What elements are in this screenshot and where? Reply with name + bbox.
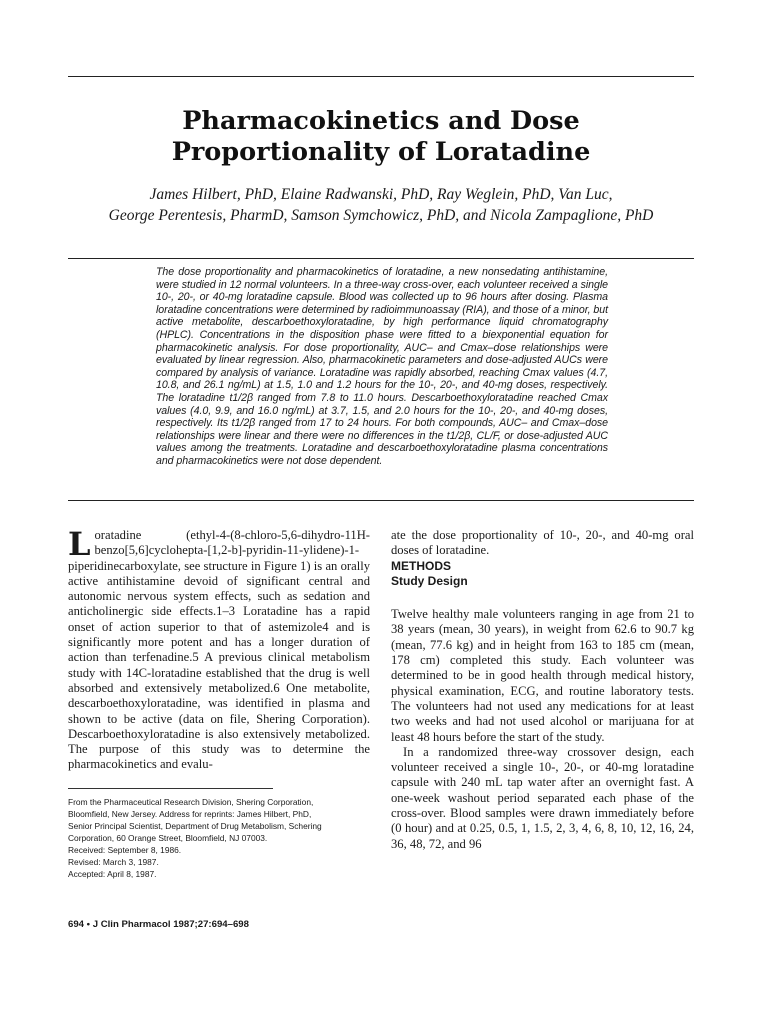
footnote-affiliation-3: Senior Principal Scientist, Department of Drug Metabolism, Schering: [68, 821, 322, 831]
footnote-revised: Revised: March 3, 1987.: [68, 857, 159, 867]
footnote-affiliation-2: Bloomfield, New Jersey. Address for reprints: James Hilbert, PhD,: [68, 809, 312, 819]
author-list: [68, 184, 694, 226]
abstract-bottom-rule: [68, 500, 694, 501]
abstract-top-rule: [68, 258, 694, 259]
footnote-received: Received: September 8, 1986.: [68, 845, 182, 855]
footnote-rule: [68, 788, 273, 789]
study-paragraph-1: Twelve healthy male volunteers ranging in age from 21 to 38 years (mean, 30 years), in weight from 62.6 to 90.7 kg (mean, 77.6 kg) and in height from 163 to 185 cm (mean, 178 cm) completed this study. Each volunteer was determined to be in good health through medical history, physical examination, ECG, and routine laboratory tests. The volunteers had not used any medications for at least two weeks and had not used alcohol or marijuana for at least 48 hours before the start of the study.: [391, 607, 694, 744]
abstract: The dose proportionality and pharmacokinetics of loratadine, a new nonsedating antihistamine, were studied in 12 normal volunteers. In a three-way cross-over, each volunteer received a single 10-, 20-, or 40-mg loratadine capsule. Blood was collected up to 96 hours after dosing. Plasma loratadine concentrations were determined by radioimmunoassay (RIA), and those of a minor, but active metabolite, descarboethoxyloratadine, by high performance liquid chromatography (HPLC). Concentrations in the disposition phase were fitted to a biexponential equation for pharmacokinetic analysis. For dose proportionality, AUC– and Cmax–dose relationships were evaluated by linear regression. Also, pharmacokinetic parameters and dose-adjusted AUCs were compared by analysis of variance. Loratadine was rapidly absorbed, reaching Cmax values (4.7, 10.8, and 26.1 ng/mL) at 1.5, 1.0 and 1.2 hours for the 10-, 20-, and 40-mg doses, respectively. The loratadine t1/2β ranged from 7.8 to 11.0 hours. Descarboethoxyloratadine reached Cmax values (4.0, 9.9, and 16.0 ng/mL) at 3.7, 1.5, and 2.0 hours for the 10-, 20-, and 40-mg doses, respectively. Its t1/2β ranged from 17 to 24 hours. For both compounds, AUC– and Cmax–dose relationships were linear and there were no differences in the t1/2β, CL/F, or dose-adjusted AUC values among the treatments. Loratadine and descarboethoxyloratadine plasma concentrations and pharmacokinetics were not dose dependent.: [156, 266, 608, 467]
authors-line-2: George Perentesis, PharmD, Samson Symchowicz, PhD, and Nicola Zampaglione, PhD: [108, 207, 654, 224]
top-rule: [68, 76, 694, 77]
right-column: [391, 528, 694, 852]
article-title: [68, 106, 694, 168]
footnote-affiliation-4: Corporation, 60 Orange Street, Bloomfield, NJ 07003.: [68, 833, 268, 843]
title-line-1: Pharmacokinetics and Dose: [182, 106, 580, 136]
intro-continuation: ate the dose proportionality of 10-, 20-, and 40-mg oral doses of loratadine.: [391, 528, 694, 558]
methods-heading: METHODS: [391, 558, 451, 573]
page-footer: 694 • J Clin Pharmacol 1987;27:694–698: [68, 919, 249, 930]
drop-cap: L: [68, 525, 91, 563]
footnotes: [68, 796, 370, 880]
left-column: [68, 525, 370, 773]
authors-line-1: James Hilbert, PhD, Elaine Radwanski, PhD, Ray Weglein, PhD, Van Luc,: [149, 186, 613, 203]
footnote-accepted: Accepted: April 8, 1987.: [68, 869, 157, 879]
study-paragraph-2: In a randomized three-way crossover design, each volunteer received a single 10-, 20-, or 40-mg loratadine capsule with 240 mL tap water after an overnight fast. A one-week washout period separated each phase of the cross-over. Blood samples were drawn immediately before (0 hour) and at 0.25, 0.5, 1, 1.5, 2, 3, 4, 6, 8, 10, 12, 16, 24, 36, 48, 72, and 96: [391, 744, 694, 851]
title-line-2: Proportionality of Loratadine: [171, 137, 591, 167]
footnote-affiliation-1: From the Pharmaceutical Research Division, Shering Corporation,: [68, 797, 314, 807]
intro-text: oratadine (ethyl-4-(8-chloro-5,6-dihydro-11H-benzo[5,6]cyclohepta-[1,2-b]-pyridin-11-ylidene)-1-piperidinecarboxylate, see structure in Figure 1) is an orally active antihistamine devoid of significant central and autonomic nervous system effects, such as sedation and anticholinergic side effects.1–3 Loratadine has a rapid onset of action superior to that of astemizole4 and is significantly more potent and has a longer duration of action than terfenadine.5 A previous clinical metabolism study with 14C-loratadine established that the drug is well absorbed and extensively metabolized.6 One metabolite, descarboethoxyloratadine, was identified in plasma and shown to be active (data on file, Shering Corporation). Descarboethoxyloratadine is also extensively metabolized. The purpose of this study was to determine the pharmacokinetics and evalu-: [68, 528, 370, 772]
study-design-heading: Study Design: [391, 573, 468, 588]
intro-paragraph: [68, 525, 370, 773]
